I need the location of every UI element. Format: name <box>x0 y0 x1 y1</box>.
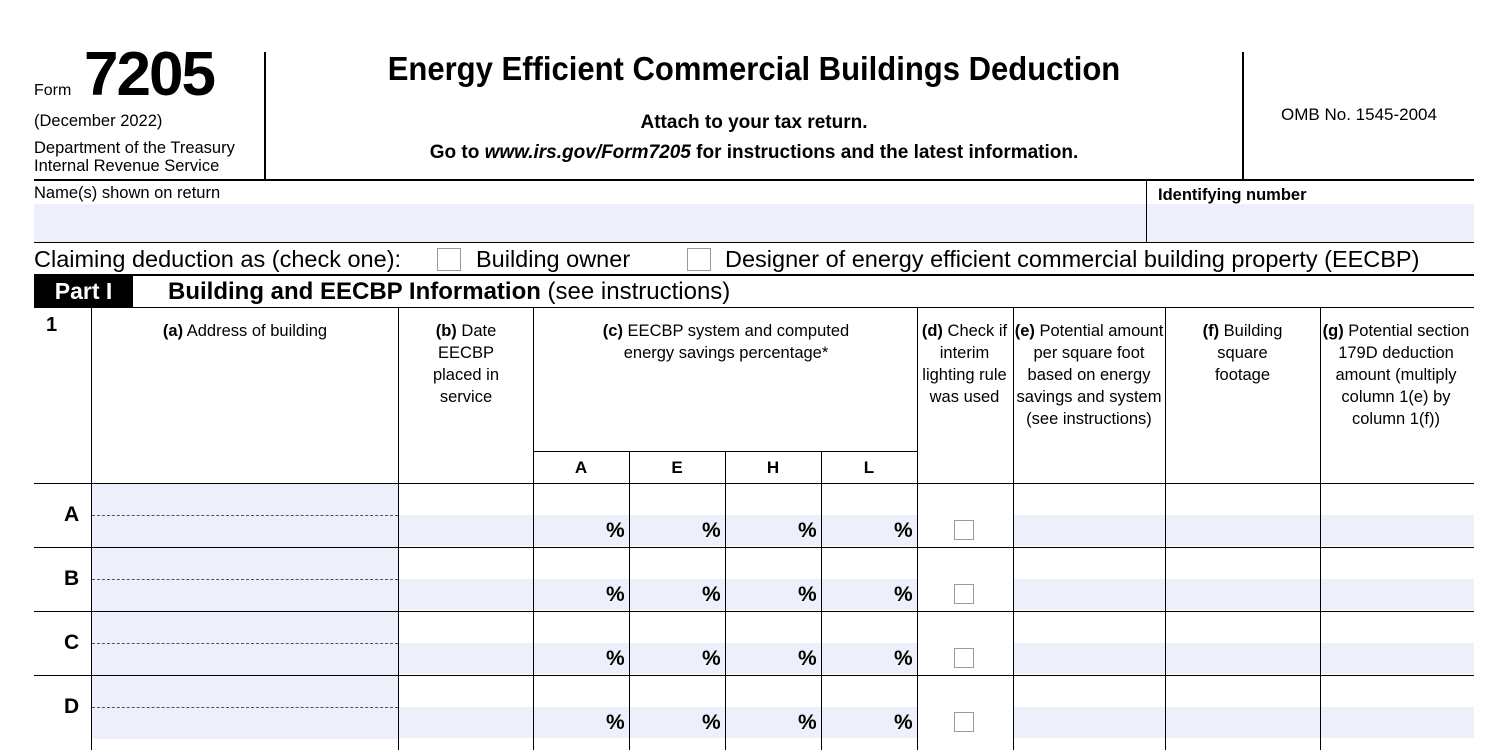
form-number: 7205 <box>84 40 214 109</box>
row-label: A <box>64 503 80 526</box>
column-rule-d <box>917 307 918 750</box>
form-title: Energy Efficient Commercial Buildings Deduction <box>387 50 1121 87</box>
column-f-letter: (f) <box>1202 322 1220 340</box>
interim-lighting-checkbox[interactable] <box>954 584 974 604</box>
amount-per-sqft-field[interactable] <box>1014 579 1165 610</box>
column-d-letter: (d) <box>921 322 943 340</box>
column-rule-a <box>91 307 92 750</box>
interim-lighting-checkbox[interactable] <box>954 648 974 668</box>
address-divider <box>92 579 398 580</box>
percent-sign: % <box>894 647 913 670</box>
date-field[interactable] <box>399 579 533 610</box>
column-rule-g <box>1320 307 1321 750</box>
building-owner-checkbox[interactable] <box>437 248 461 271</box>
column-b-letter: (b) <box>435 322 457 340</box>
attach-instruction: Attach to your tax return. <box>640 112 868 133</box>
name-label: Name(s) shown on return <box>34 184 221 202</box>
subcolumn-a-header: A <box>574 458 588 477</box>
subcolumn-h-header: H <box>766 458 780 477</box>
square-footage-field[interactable] <box>1166 643 1320 674</box>
percent-sign: % <box>798 647 817 670</box>
part-title <box>168 278 730 306</box>
department-line1: Department of the Treasury <box>34 139 235 157</box>
column-f-text: Building square footage <box>1214 322 1283 384</box>
column-rule-b <box>398 307 399 750</box>
column-b-text: Date EECBP placed in service <box>432 322 500 406</box>
amount-per-sqft-field[interactable] <box>1014 515 1165 546</box>
form-revision: (December 2022) <box>34 112 163 130</box>
name-field[interactable] <box>34 204 1146 242</box>
column-rule-c-l <box>821 451 822 750</box>
header-rule <box>34 179 1474 181</box>
row-label: C <box>64 631 80 654</box>
department-line2: Internal Revenue Service <box>34 157 220 175</box>
percent-sign: % <box>894 519 913 542</box>
column-rule-c-e <box>629 451 630 750</box>
column-rule-c-h <box>725 451 726 750</box>
goto-instruction <box>266 142 1242 164</box>
claiming-rule <box>34 274 1474 276</box>
column-e-header <box>1014 320 1164 430</box>
column-a-text: Address of building <box>183 322 328 340</box>
part-title-bold: Building and EECBP Information <box>168 278 541 305</box>
building-owner-label: Building owner <box>476 246 631 272</box>
percent-sign: % <box>606 583 625 606</box>
interim-lighting-checkbox[interactable] <box>954 712 974 732</box>
deduction-amount-field[interactable] <box>1321 643 1474 674</box>
address-divider <box>92 515 398 516</box>
interim-lighting-checkbox[interactable] <box>954 520 974 540</box>
column-f-header <box>1190 320 1295 386</box>
line-number: 1 <box>46 314 58 336</box>
column-a-header <box>92 320 398 342</box>
percent-sign: % <box>606 711 625 734</box>
percent-sign: % <box>702 711 721 734</box>
column-rule-e <box>1013 307 1014 750</box>
percent-sign: % <box>702 519 721 542</box>
percent-sign: % <box>798 711 817 734</box>
date-field[interactable] <box>399 643 533 674</box>
square-footage-field[interactable] <box>1166 579 1320 610</box>
subcolumn-l-header: L <box>863 458 875 477</box>
identifying-number-field[interactable] <box>1147 204 1474 242</box>
omb-number: OMB No. 1545-2004 <box>1281 105 1437 124</box>
percent-sign: % <box>702 647 721 670</box>
column-rule-c <box>533 307 534 750</box>
amount-per-sqft-field[interactable] <box>1014 707 1165 738</box>
column-b-header <box>420 320 512 408</box>
column-c-header <box>576 320 876 364</box>
part-title-suffix: (see instructions) <box>540 278 731 305</box>
percent-sign: % <box>606 647 625 670</box>
address-divider <box>92 643 398 644</box>
column-c-letter: (c) <box>602 322 623 340</box>
designer-label: Designer of energy efficient commercial building property (EECBP) <box>725 246 1420 272</box>
designer-checkbox[interactable] <box>687 248 711 271</box>
goto-suffix: for instructions and the latest information. <box>690 142 1079 163</box>
deduction-amount-field[interactable] <box>1321 579 1474 610</box>
column-e-text: Potential amount per square foot based on energy savings and system (see instructions) <box>1016 322 1164 428</box>
deduction-amount-field[interactable] <box>1321 707 1474 738</box>
percent-sign: % <box>798 519 817 542</box>
column-a-letter: (a) <box>162 322 184 340</box>
percent-sign: % <box>606 519 625 542</box>
column-g-letter: (g) <box>1322 322 1344 340</box>
address-divider <box>92 707 398 708</box>
row-label: B <box>64 567 80 590</box>
identifying-number-label: Identifying number <box>1158 186 1307 204</box>
percent-sign: % <box>894 583 913 606</box>
column-d-header <box>917 320 1012 408</box>
identity-rule <box>34 242 1474 243</box>
date-field[interactable] <box>399 515 533 546</box>
claiming-label: Claiming deduction as (check one): <box>34 246 402 272</box>
percent-sign: % <box>894 711 913 734</box>
date-field[interactable] <box>399 707 533 738</box>
subcolumn-e-header: E <box>671 458 683 477</box>
square-footage-field[interactable] <box>1166 707 1320 738</box>
column-g-header <box>1321 320 1471 430</box>
percent-sign: % <box>798 583 817 606</box>
form-label: Form <box>34 82 72 99</box>
column-g-text: Potential section 179D deduction amount (multiply column 1(e) by column 1(f)) <box>1335 322 1470 428</box>
deduction-amount-field[interactable] <box>1321 515 1474 546</box>
column-d-text: Check if interim lighting rule was used <box>922 322 1008 406</box>
department <box>34 139 235 175</box>
amount-per-sqft-field[interactable] <box>1014 643 1165 674</box>
square-footage-field[interactable] <box>1166 515 1320 546</box>
column-e-letter: (e) <box>1014 322 1035 340</box>
part-badge-text: Part I <box>54 278 113 304</box>
part-badge <box>34 276 133 307</box>
instructions-link[interactable]: www.irs.gov/Form7205 <box>484 142 691 163</box>
part-rule <box>34 307 1474 308</box>
percent-sign: % <box>702 583 721 606</box>
row-label: D <box>64 695 80 718</box>
column-rule-f <box>1165 307 1166 750</box>
goto-prefix: Go to <box>429 142 485 163</box>
column-c-text: EECBP system and computed energy savings percentage* <box>622 322 850 362</box>
